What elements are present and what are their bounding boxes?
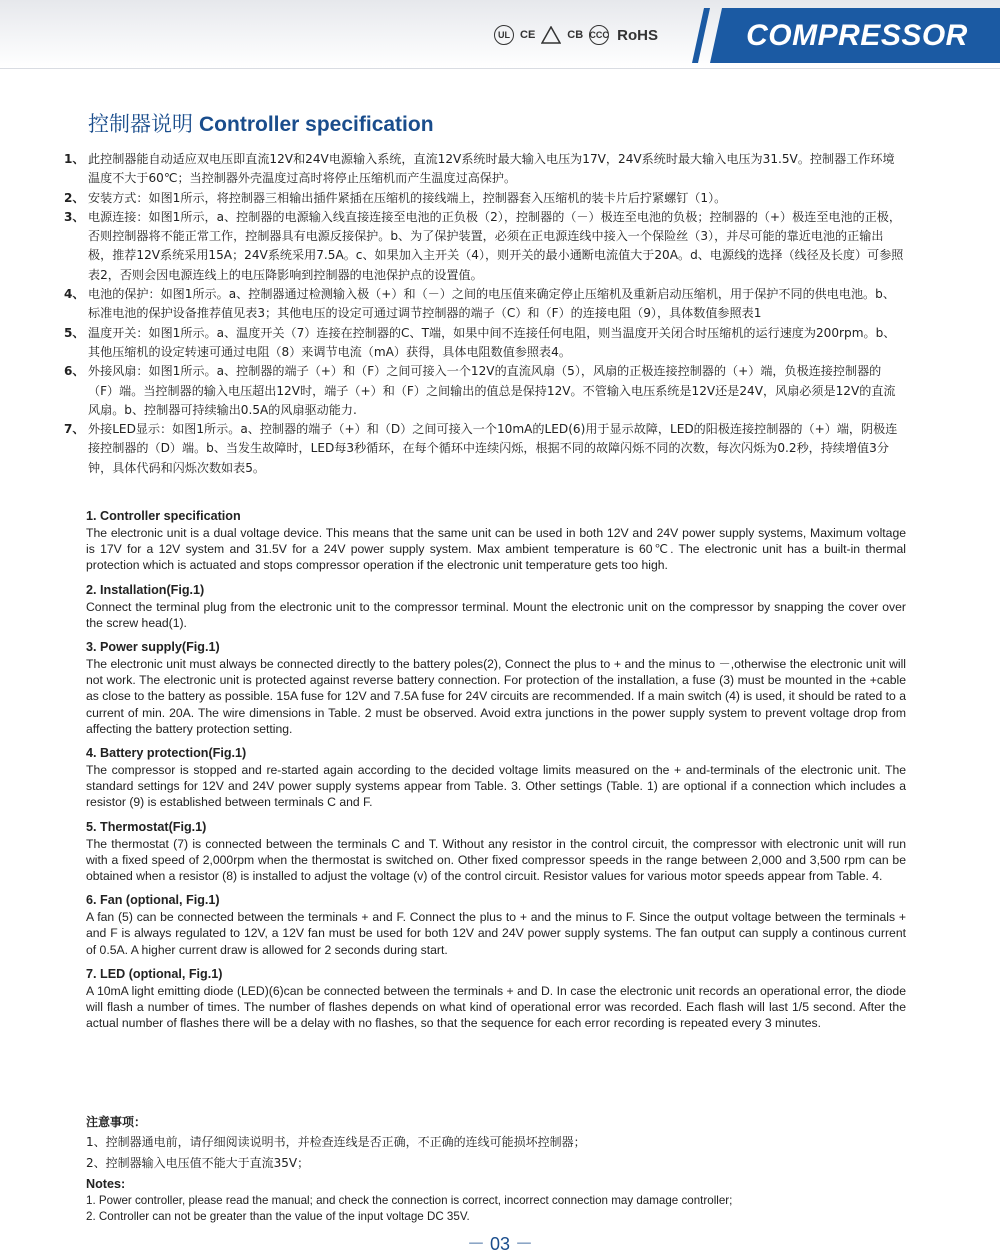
spec-section — [86, 965, 906, 1032]
spec-section — [86, 507, 906, 574]
spec-section — [86, 818, 906, 885]
notes-section — [86, 1112, 906, 1225]
notes-title-cn: 注意事项： — [86, 1115, 147, 1129]
item-number: 4、 — [64, 287, 85, 302]
section-body: A 10mA light emitting diode (LED)(6)can be connected between the terminals + and D. In case the electronic unit records an operational error, the diode will flash a number of times. The number of flashes depends on what kind of operational error was recorded. Each flash will last 1/5 second. After the actual number of flashes there will be a delay with no flashes, so that the sequence for each error recording is repeated every 3 minutes. — [86, 983, 906, 1031]
section-body: The compressor is stopped and re-started again according to the decided voltage limits measured on the + and-terminals of the electronic unit. The standard settings for 12V and 24V power supply systems appear from Table. 3. Other settings (Table. 1) are optional if a connection which includes a resistor (9) is established between terminals C and F. — [86, 763, 906, 810]
section-body: The electronic unit is a dual voltage device. This means that the same unit can be used in both 12V and 24V power supply systems, Maximum voltage is 17V for a 12V system and 31.5V for a 24V power supply system. Max ambient temperature is 60℃. The electronic unit has a built-in thermal protection which is actuated and stops compressor operation if the electronic unit temperature gets too high. — [86, 526, 906, 573]
list-item — [64, 324, 906, 363]
page-number: － 03 － — [466, 1234, 534, 1254]
tuv-mark-icon — [541, 26, 561, 44]
item-text: 温度开关：如图1所示。a、温度开关（7）连接在控制器的C、T端，如果中间不连接任何电阻，则当温度开关闭合时压缩机的运行速度为200rpm。b、其他压缩机的设定转速可通过电阻（8）来调节电流（mA）获得，具体电阻数值参照表4。 — [88, 325, 896, 359]
item-text: 电池的保护：如图1所示。a、控制器通过检测输入极（+）和（－）之间的电压值来确定停止压缩机及重新启动压缩机，用于保护不同的供电电池。b、标准电池的保护设备推荐值见表3；其他电压的设定可通过调节控制器的端子（C）和（F）的连接电阻（9），具体数值参照表1 — [88, 287, 895, 321]
cb-mark-icon: CB — [567, 29, 584, 41]
item-number: 7、 — [64, 422, 85, 437]
spec-section — [86, 891, 906, 958]
item-text: 此控制器能自动适应双电压即直流12V和24V电源输入系统，直流12V系统时最大输入电压为17V，24V系统时最大输入电压为31.5V。控制器工作环境温度不大于60℃；当控制器外壳温度过高时将停止压缩机而产生温度过高保护。 — [88, 152, 895, 186]
note-line-cn: 2、控制器输入电压值不能大于直流35V； — [86, 1156, 310, 1170]
section-heading: 6. Fan (optional, Fig.1) — [86, 893, 220, 908]
section-heading: 2. Installation(Fig.1) — [86, 582, 205, 597]
item-number: 3、 — [64, 209, 85, 224]
section-heading: 3. Power supply(Fig.1) — [86, 640, 220, 655]
rohs-mark: RoHS — [617, 26, 659, 44]
en-specification — [86, 507, 906, 1038]
item-number: 2、 — [64, 190, 85, 205]
compressor-banner — [692, 8, 1000, 63]
section-body: The thermostat (7) is connected between the terminals C and T. Without any resistor in the control circuit, the compressor with electronic unit will run with a fixed speed of 2,000rpm when the thermostat is switched on. Other fixed compressor speeds in the range between 2,000 and 3,500 rpm can be obtained when a resistor (8) is installed to adjust the voltage (v) of the control circuit. Resistor values for various motor speeds appear from Table. 4. — [86, 836, 906, 884]
item-text: 外接LED显示：如图1所示。a、控制器的端子（+）和（D）之间可接入一个10mA的LED(6)用于显示故障，LED的阳极连接控制器的（+）端，阴极连接控制器的（D）端。b、当发生故障时，LED每3秒循环，在每个循环中连续闪烁，根据不同的故障闪烁不同的次数，每次闪烁为0.2秒，持续增值3分钟，具体代码和闪烁次数如表5。 — [88, 422, 898, 475]
note-line-en: 1. Power controller, please read the manual; and check the connection is correct, incorrect connection may damage controller; — [86, 1194, 733, 1207]
section-heading: 4. Battery protection(Fig.1) — [86, 746, 247, 761]
item-number: 6、 — [64, 364, 85, 379]
section-body: The electronic unit must always be connected directly to the battery poles(2), Connect the plus to + and the minus to －,otherwise the electronic unit will not work. The electronic unit is protected against reverse battery connection. For protection of the installation, a fuse (3) must be mounted in the +cable as close to the battery as possible. 15A fuse for 12V and 7.5A fuse for 24V circuits are recommended. If a main switch (4) is used, it should be rated to a current of min. 20A. The wire dimensions in Table. 2 must be observed. Avoid extra junctions in the power supply system to prevent voltage drop from affecting the battery protection setting. — [86, 657, 906, 736]
spec-section — [86, 638, 906, 737]
list-item — [64, 208, 906, 285]
section-body: A fan (5) can be connected between the terminals + and F. Connect the plus to + and the minus to F. Since the output voltage between the terminals + and F is always regulated to 12V, a 12V fan must be used for both 12V and 24V power supply systems. The fan output can supply a continous current of 0.5A. A higher current draw is allowed for 2 seconds during start. — [86, 910, 906, 957]
item-text: 安装方式：如图1所示，将控制器三相输出插件紧插在压缩机的接线端上，控制器套入压缩机的装卡片后拧紧螺钉（1）。 — [88, 190, 727, 205]
title-cn: 控制器说明 — [88, 112, 193, 136]
item-text: 电源连接：如图1所示，a、控制器的电源输入线直接连接至电池的正负极（2），控制器的（－）极连至电池的负极；控制器的（+）极连至电池的正极，否则控制器将不能正常工作，控制器具有电源反接保护。b、为了保护装置，必须在正电源连线中接入一个保险丝（3），并尽可能的靠近电池的正输出极，推荐12V系统采用15A；24V系统采用7.5A。c、如果加入主开关（4），则开关的最小通断电流值大于20A。d、电源线的选择（线径及长度）可参照表2，否则会因电源连线上的电压降影响到控制器的电池保护点的设置值。 — [88, 209, 904, 282]
note-line-en: 2. Controller can not be greater than the value of the input voltage DC 35V. — [86, 1210, 470, 1223]
header-divider — [0, 68, 1000, 69]
cn-instructions-list — [64, 150, 906, 478]
item-text: 外接风扇：如图1所示。a、控制器的端子（+）和（F）之间可接入一个12V的直流风扇（5），风扇的正极连接控制器的（+）端，负极连接控制器的（F）端。当控制器的输入电压超出12V时，端子（+）和（F）之间输出的值总是保持12V。不管输入电压系统是12V还是24V，风扇必须是12V的直流风扇。b、控制器可持续输出0.5A的风扇驱动能力. — [88, 364, 896, 417]
ce-mark-icon: CE — [520, 29, 536, 41]
page-title — [88, 108, 434, 138]
ul-mark-icon: UL — [494, 25, 514, 45]
list-item — [64, 189, 906, 208]
list-item — [64, 150, 906, 189]
section-heading: 7. LED (optional, Fig.1) — [86, 966, 223, 981]
note-line-cn: 1、控制器通电前，请仔细阅读说明书，并检查连线是否正确，不正确的连线可能损坏控制器； — [86, 1135, 586, 1149]
certification-marks — [494, 22, 658, 48]
item-number: 5、 — [64, 325, 85, 340]
banner-label: COMPRESSOR — [746, 19, 968, 52]
list-item — [64, 285, 906, 324]
spec-section — [86, 744, 906, 811]
ccc-mark-icon: CCC — [589, 25, 609, 45]
notes-title-en: Notes: — [86, 1177, 126, 1191]
section-heading: 5. Thermostat(Fig.1) — [86, 819, 207, 834]
title-en: Controller specification — [199, 113, 434, 136]
spec-section — [86, 581, 906, 631]
item-number: 1、 — [64, 152, 85, 166]
list-item — [64, 420, 906, 478]
list-item — [64, 362, 906, 420]
section-body: Connect the terminal plug from the electronic unit to the compressor terminal. Mount the electronic unit on the compressor by snapping the cover over the screw head(1). — [86, 599, 906, 630]
section-heading: 1. Controller specification — [86, 509, 241, 523]
